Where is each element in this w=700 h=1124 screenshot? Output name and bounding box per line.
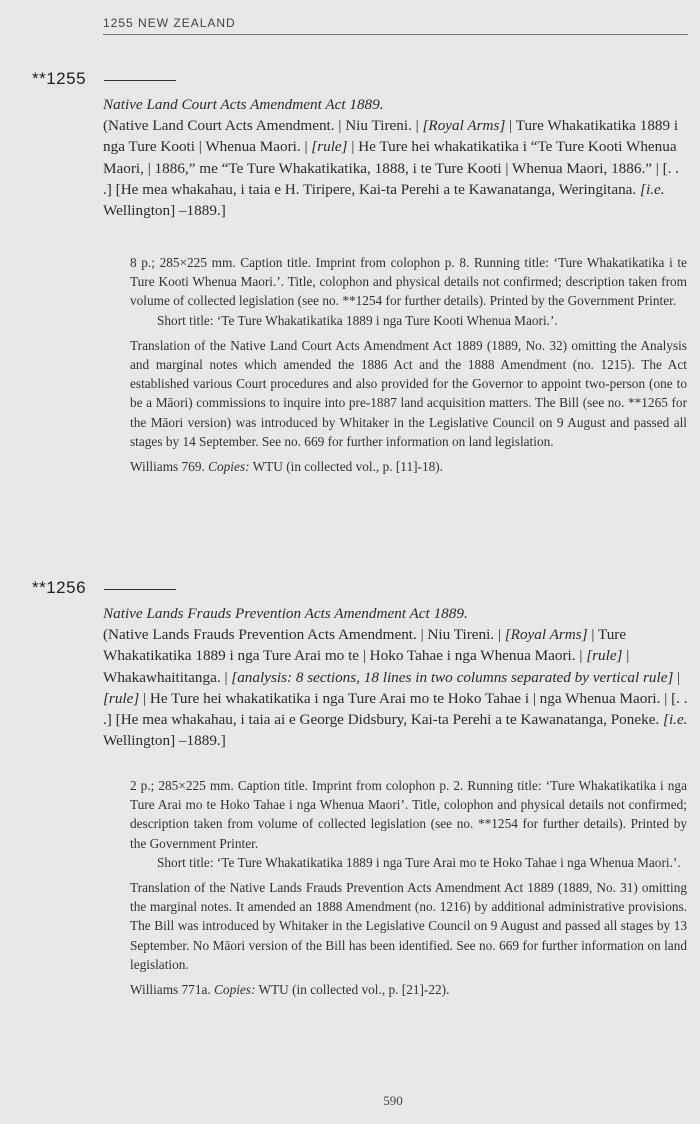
title-segment-italic: [rule] xyxy=(103,689,140,707)
entry-body xyxy=(130,253,687,476)
entry-title: Native Land Court Acts Amendment Act 1889. xyxy=(103,96,384,113)
entry-title-transcription xyxy=(103,115,689,221)
copies-list: WTU (in collected vol., p. [21]-22). xyxy=(255,982,450,998)
title-segment: (Native Lands Frauds Prevention Acts Amendment. | Niu Tireni. | xyxy=(103,626,505,644)
entry-number: **1255 xyxy=(32,69,87,88)
description-note: Translation of the Native Land Court Acts Amendment Act 1889 (1889, No. 32) omitting the Analysis and marginal notes which amended the 1886 Act and the 1888 Amendment (no. 1215). The Act established various Court procedures and also provided for the Governor to appoint two-person (one to be a Māori) commissions to inquire into pre-1887 land acquisition matters. The Bill (see no. **1265 for the Māori version) was introduced by Whitaker in the Legislative Council on 9 August and passed all stages by 14 September. See no. 669 for further information on land legislation. xyxy=(130,337,687,449)
title-segment: | He Ture hei whakatikatika i “Te Ture Kooti Whenua Maori, | 1886,” me “Te Ture Whakatikatika, 1888, i te Ture Kooti | Whenua Maori, 1886.” | [. . .] [He mea whakahau, i taia e H. Tiripere, Kai-ta Perehi a te Kawanatanga, Weringitana. xyxy=(103,138,680,198)
entry-title: Native Lands Frauds Prevention Acts Amendment Act 1889. xyxy=(103,605,468,622)
collation-note: 2 p.; 285×225 mm. Caption title. Imprint from colophon p. 2. Running title: ‘Ture Whakatikatika i nga Ture Arai mo te Hoko Tahae i nga Whenua Maori’. Title, colophon and physical details not confirmed; description taken from volume of collected legislation (see no. **1254 for further details). Printed by the Government Printer. xyxy=(130,778,687,851)
collation-note: 8 p.; 285×225 mm. Caption title. Imprint from colophon p. 8. Running title: ‘Ture Whakatikatika i te Ture Kooti Whenua Maori.’. Title, colophon and physical details not confirmed; description taken from volume of collected legislation (see no. **1254 for further details). Printed by the Government Printer. xyxy=(130,255,687,309)
entry-title-block xyxy=(103,603,689,751)
title-segment-italic: [i.e. xyxy=(640,180,665,198)
short-title-note: Short title: ‘Te Ture Whakatikatika 1889 i nga Ture Arai mo te Hoko Tahae i nga Whenua Maori.’. xyxy=(157,854,681,870)
short-title-note: Short title: ‘Te Ture Whakatikatika 1889 i nga Ture Kooti Whenua Maori.’. xyxy=(157,312,558,328)
copies-label: Copies: xyxy=(214,982,256,998)
entry-rule xyxy=(104,80,176,81)
title-segment: Wellington] –1889.] xyxy=(103,732,226,750)
title-segment: (Native Land Court Acts Amendment. | Niu Tireni. | xyxy=(103,117,423,135)
title-segment-italic: [i.e. xyxy=(663,711,688,729)
title-segment-italic: [analysis: 8 sections, 18 lines in two columns separated by vertical rule] xyxy=(231,668,674,686)
copies-list: WTU (in collected vol., p. [11]-18). xyxy=(249,459,444,475)
title-segment: | Whakawhaititanga. | xyxy=(103,647,630,686)
title-segment-italic: [Royal Arms] xyxy=(504,626,588,644)
title-segment-italic: [Royal Arms] xyxy=(422,117,506,135)
copies-label: Copies: xyxy=(208,459,250,475)
title-segment: | He Ture hei whakatikatika i nga Ture Arai mo te Hoko Tahae i | nga Whenua Maori. | [. . .] [He mea whakahau, i taia ai e George Didsbury, Kai-ta Perehi a te Kawanatanga, Poneke. xyxy=(103,689,688,729)
references-line xyxy=(130,980,687,999)
title-segment: | xyxy=(673,668,681,686)
title-segment: | Ture Whakatikatika 1889 i nga Ture Kooti | Whenua Maori. | xyxy=(103,117,679,156)
reference: Williams 771a. xyxy=(130,982,215,998)
entry-rule xyxy=(104,589,176,590)
entry-title-transcription xyxy=(103,624,689,751)
reference: Williams 769. xyxy=(130,459,209,475)
running-head: 1255 NEW ZEALAND xyxy=(103,16,236,30)
page-number: 590 xyxy=(383,1093,403,1108)
title-segment-italic: [rule] xyxy=(311,138,348,156)
title-segment: | Ture Whakatikatika 1889 i nga Ture Arai mo te | Hoko Tahae i nga Whenua Maori. | xyxy=(103,626,627,665)
entry-title-block xyxy=(103,94,689,221)
header-rule xyxy=(103,34,688,35)
description-note: Translation of the Native Lands Frauds Prevention Acts Amendment Act 1889 (1889, No. 31) omitting the marginal notes. It amended an 1888 Amendment (no. 1216) by additional administrative provisions. The Bill was introduced by Whitaker in the Legislative Council on 9 August and passed all stages by 13 September. No Māori version of the Bill has been identified. See no. 669 for further information on land legislation. xyxy=(130,880,687,972)
references-line xyxy=(130,457,687,476)
title-segment: Wellington] –1889.] xyxy=(103,202,226,220)
entry-body xyxy=(130,776,687,999)
title-segment-italic: [rule] xyxy=(586,647,623,665)
entry-number: **1256 xyxy=(32,578,87,597)
